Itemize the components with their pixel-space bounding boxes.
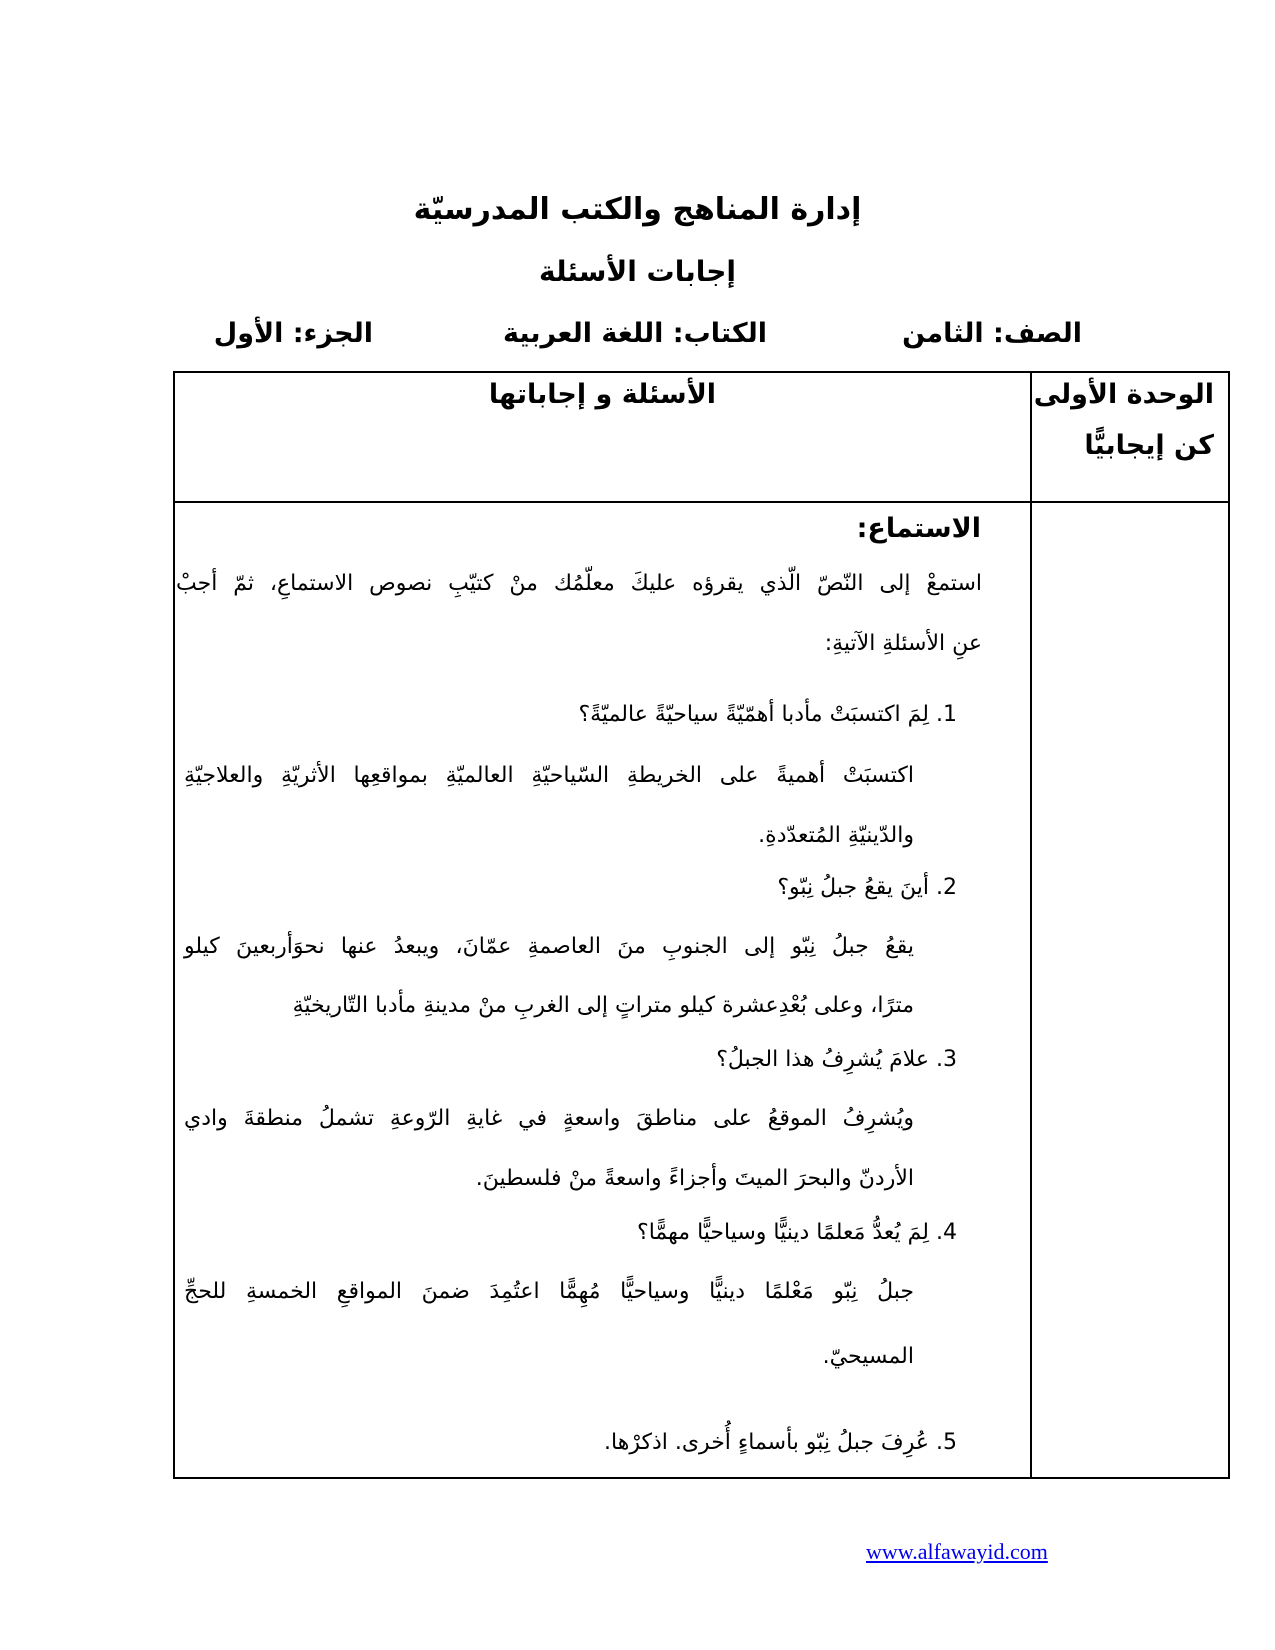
side-empty-cell: [1031, 502, 1229, 1478]
grade-label: الصف: الثامن: [902, 318, 1082, 349]
document-title: إجابات الأسئلة: [538, 255, 737, 288]
questions-header-cell: [174, 372, 1031, 502]
department-title: إدارة المناهج والكتب المدرسيّة: [413, 192, 862, 227]
answer-3-line-2: الأردنّ والبحرَ الميتَ وأجزاءً واسعةً منْ فلسطينَ.: [475, 1166, 914, 1191]
answer-4-line-1: جبلُ نِبّو مَعْلمًا دينيًّا وسياحيًّا مُهِمًّا اعتُمِدَ ضمنَ المواقعِ الخمسةِ للحجِّ: [184, 1279, 914, 1304]
unit-title: كن إيجابيًّا: [1084, 430, 1214, 461]
book-label: الكتاب: اللغة العربية: [503, 318, 767, 349]
intro-line-1: استمعْ إلى النّصّ الّذي يقرؤه عليكَ معلّمُك منْ كتيّبِ نصوص الاستماعِ، ثمّ أجبْ: [176, 571, 982, 596]
answer-3-line-1: ويُشرِفُ الموقعُ على مناطقَ واسعةٍ في غايةِ الرّوعةِ تشملُ منطقةَ وادي: [184, 1106, 914, 1131]
intro-line-2: عنِ الأسئلةِ الآتيةِ:: [824, 631, 982, 656]
unit-label: الوحدة الأولى: [1033, 379, 1214, 410]
question-5: 5. عُرِفَ جبلُ نِبّو بأسماءٍ أُخرى. اذكرْها.: [604, 1430, 957, 1455]
answer-2-line-2: مترًا، وعلى بُعْدِعشرة كيلو متراتٍ إلى الغربِ منْ مدينةِ مأدبا التّاريخيّةِ: [292, 993, 914, 1018]
unit-cell: [1031, 372, 1229, 502]
question-1: 1. لِمَ اكتسبَتْ مأدبا أهمّيّةً سياحيّةً عالميّةً؟: [578, 702, 957, 727]
question-4: 4. لِمَ يُعدُّ مَعلمًا دينيًّا وسياحيًّا مهمًّا؟: [637, 1220, 957, 1245]
part-label: الجزء: الأول: [213, 318, 373, 349]
answer-4-line-2: المسيحيّ.: [822, 1344, 914, 1369]
questions-header: الأسئلة و إجاباتها: [488, 379, 717, 410]
section-title: الاستماع:: [856, 513, 981, 544]
answer-1-line-2: والدّينيّةِ المُتعدّدةِ.: [758, 823, 914, 848]
question-3: 3. علامَ يُشرِفُ هذا الجبلُ؟: [716, 1047, 957, 1072]
answer-2-line-1: يقعُ جبلُ نِبّو إلى الجنوبِ منَ العاصمةِ عمّانَ، ويبعدُ عنها نحوَأربعينَ كيلو: [184, 934, 914, 959]
answer-1-line-1: اكتسبَتْ أهميةً على الخريطةِ السّياحيّةِ العالميّةِ بمواقعِها الأثريّةِ والعلاجيّةِ: [184, 763, 914, 788]
question-2: 2. أينَ يقعُ جبلُ نِبّو؟: [777, 875, 957, 900]
website-link[interactable]: www.alfawayid.com: [866, 1539, 1048, 1564]
